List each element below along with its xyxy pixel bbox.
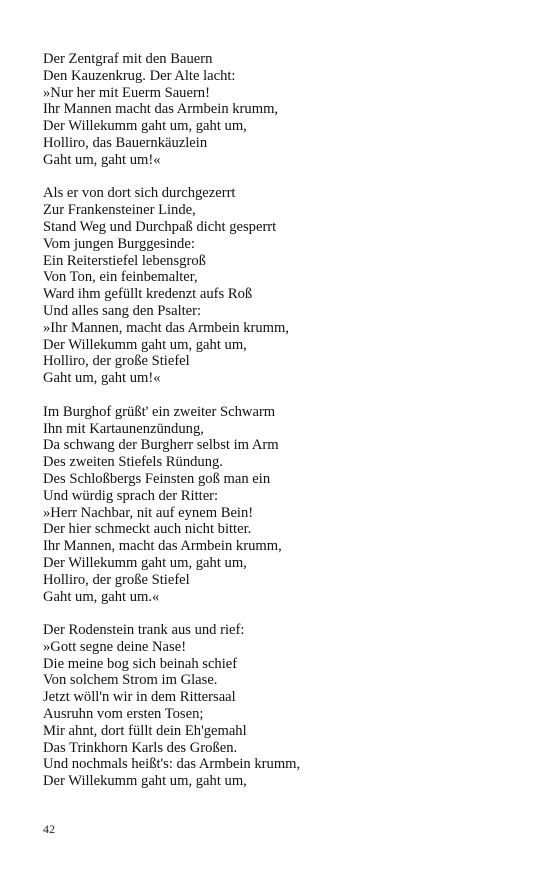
verse-line: Des Schloßbergs Feinsten goß man ein (43, 470, 271, 487)
verse-line: Gaht um, gaht um!« (43, 370, 161, 387)
verse-line: Zur Frankensteiner Linde, (43, 202, 196, 219)
verse-line: Als er von dort sich durchgezerrt (43, 185, 236, 202)
verse-line: Gaht um, gaht um!« (43, 151, 161, 168)
verse-line: Der Willekumm gaht um, gaht um, (43, 336, 247, 353)
verse-line: Ihr Mannen macht das Armbein krumm, (43, 101, 279, 118)
verse-line: Der hier schmeckt auch nicht bitter. (43, 521, 252, 538)
verse-line: Holliro, der große Stiefel (43, 571, 190, 588)
verse-line: Der Willekumm gaht um, gaht um, (43, 554, 247, 571)
verse-line: Und nochmals heißt's: das Armbein krumm, (43, 756, 301, 773)
verse-line: Das Trinkhorn Karls des Großen. (43, 739, 238, 756)
verse-line: Holliro, der große Stiefel (43, 353, 190, 370)
verse-line: Der Zentgraf mit den Bauern (43, 51, 213, 67)
verse-line: Der Willekumm gaht um, gaht um, (43, 118, 247, 135)
verse-line: Die meine bog sich beinah schief (43, 655, 238, 672)
verse-line: Von Ton, ein feinbemalter, (43, 269, 198, 286)
verse-line: Und alles sang den Psalter: (43, 302, 202, 319)
verse-line: Der Rodenstein trank aus und rief: (43, 622, 245, 639)
verse-line: Da schwang der Burgherr selbst im Arm (43, 437, 279, 454)
verse-line: »Gott segne deine Nase! (43, 638, 187, 655)
verse-line: Den Kauzenkrug. Der Alte lacht: (43, 67, 236, 84)
verse-line: »Ihr Mannen, macht das Armbein krumm, (43, 319, 290, 336)
verse-line: Des zweiten Stiefels Ründung. (43, 454, 223, 471)
verse-line: Von solchem Strom im Glase. (43, 672, 218, 689)
verse-line: Ihn mit Kartaunenzündung, (43, 420, 204, 437)
verse-line: Vom jungen Burggesinde: (43, 235, 195, 252)
verse-line: Und würdig sprach der Ritter: (43, 487, 219, 504)
verse-line: Gaht um, gaht um.« (43, 588, 160, 605)
verse-line: »Nur her mit Euerm Sauern! (43, 84, 210, 101)
stanza-3 (43, 404, 523, 606)
stanza-4 (43, 622, 523, 790)
verse-line: Ward ihm gefüllt kredenzt aufs Roß (43, 286, 253, 303)
stanza-2 (43, 185, 523, 387)
verse-line: Ein Reiterstiefel lebensgroß (43, 252, 206, 269)
verse-line: Mir ahnt, dort füllt dein Eh'gemahl (43, 722, 247, 739)
poem-text (43, 51, 523, 807)
verse-line: Ausruhn vom ersten Tosen; (43, 706, 204, 723)
verse-line: Ihr Mannen, macht das Armbein krumm, (43, 538, 282, 555)
stanza-1 (43, 51, 523, 169)
verse-line: Im Burghof grüßt' ein zweiter Schwarm (43, 403, 276, 420)
verse-line: »Herr Nachbar, nit auf eynem Bein! (43, 504, 254, 521)
verse-line: Jetzt wöll'n wir in dem Rittersaal (43, 689, 236, 706)
verse-line: Holliro, das Bauernkäuzlein (43, 134, 208, 151)
verse-line: Stand Weg und Durchpaß dicht gesperrt (43, 218, 277, 235)
page-number: 42 (43, 822, 55, 836)
verse-line: Der Willekumm gaht um, gaht um, (43, 773, 247, 790)
